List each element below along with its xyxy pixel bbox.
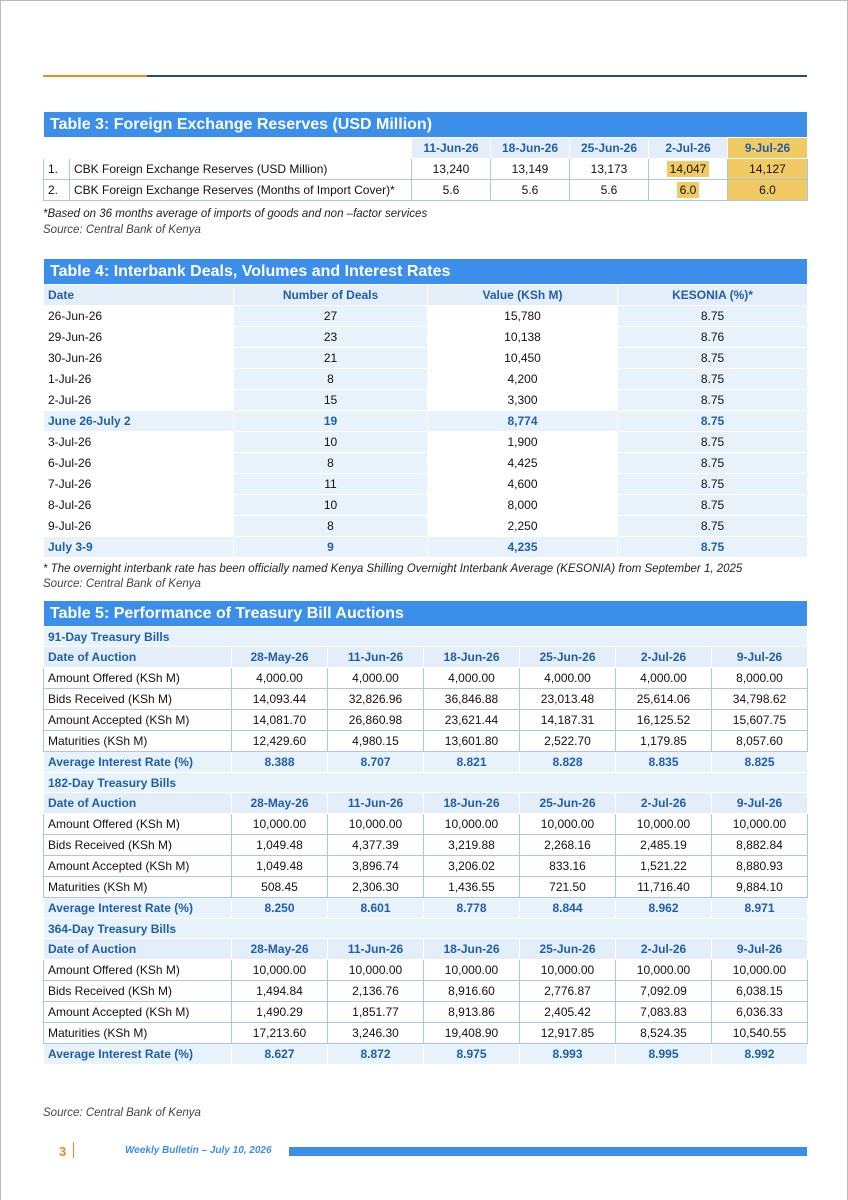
table3-value bbox=[649, 180, 728, 201]
table4-rate: 8.75 bbox=[618, 348, 808, 369]
table4-rate: 8.75 bbox=[618, 411, 808, 432]
table4-value: 4,600 bbox=[428, 474, 618, 495]
table5-value: 10,000.00 bbox=[232, 960, 328, 981]
table5-value: 8,880.93 bbox=[712, 856, 808, 877]
table5-column-header: 2-Jul-26 bbox=[616, 793, 712, 814]
table4-deals: 19 bbox=[234, 411, 428, 432]
table4-deals: 15 bbox=[234, 390, 428, 411]
table3-value: 13,149 bbox=[491, 159, 570, 180]
table5-row-label: Maturities (KSh M) bbox=[44, 1023, 232, 1044]
table4-date: 29-Jun-26 bbox=[44, 327, 234, 348]
table4-deals: 11 bbox=[234, 474, 428, 495]
table5-value: 12,917.85 bbox=[520, 1023, 616, 1044]
table4-value: 3,300 bbox=[428, 390, 618, 411]
table5-value: 1,436.55 bbox=[424, 877, 520, 898]
table4-row bbox=[44, 348, 808, 369]
table5-section-title: 182-Day Treasury Bills bbox=[44, 773, 808, 793]
table5-value: 36,846.88 bbox=[424, 689, 520, 710]
table4-deals: 21 bbox=[234, 348, 428, 369]
table4-rate: 8.75 bbox=[618, 306, 808, 327]
table5-value: 4,000.00 bbox=[424, 668, 520, 689]
table5-value: 10,000.00 bbox=[424, 814, 520, 835]
table5-row-label: Bids Received (KSh M) bbox=[44, 689, 232, 710]
table5-average-label: Average Interest Rate (%) bbox=[44, 752, 232, 773]
table4-rate: 8.75 bbox=[618, 537, 808, 558]
table3-row-number: 2. bbox=[44, 180, 70, 201]
table5-value: 26,860.98 bbox=[328, 710, 424, 731]
table5-average-value: 8.601 bbox=[328, 898, 424, 919]
table5-column-header: 11-Jun-26 bbox=[328, 793, 424, 814]
table4-date: June 26-July 2 bbox=[44, 411, 234, 432]
table4-date: 9-Jul-26 bbox=[44, 516, 234, 537]
table5-value: 6,038.15 bbox=[712, 981, 808, 1002]
table5-section-title: 91-Day Treasury Bills bbox=[44, 627, 808, 647]
table5-value: 10,000.00 bbox=[712, 814, 808, 835]
table5-row bbox=[44, 668, 808, 689]
table3-header-blank bbox=[70, 138, 412, 159]
table3-title: Table 3: Foreign Exchange Reserves (USD Million) bbox=[44, 112, 808, 138]
table5-average-value: 8.962 bbox=[616, 898, 712, 919]
table5-value: 10,540.55 bbox=[712, 1023, 808, 1044]
table5-section-row bbox=[44, 627, 808, 647]
table5-date-label: Date of Auction bbox=[44, 793, 232, 814]
table5-row-label: Maturities (KSh M) bbox=[44, 731, 232, 752]
table5-title-row bbox=[44, 601, 808, 627]
table4-rate: 8.75 bbox=[618, 369, 808, 390]
table4-row bbox=[44, 495, 808, 516]
table3-value: 5.6 bbox=[570, 180, 649, 201]
table4-row bbox=[44, 390, 808, 411]
table4-deals: 8 bbox=[234, 453, 428, 474]
table3-title-row bbox=[44, 112, 808, 138]
table5-row bbox=[44, 835, 808, 856]
table4-value: 10,138 bbox=[428, 327, 618, 348]
table3-column-header: 11-Jun-26 bbox=[412, 138, 491, 159]
table5-row bbox=[44, 877, 808, 898]
table5-value: 10,000.00 bbox=[328, 814, 424, 835]
table3-value: 6.0 bbox=[728, 180, 808, 201]
page-number: 3 bbox=[59, 1144, 67, 1159]
table5-value: 10,000.00 bbox=[520, 960, 616, 981]
table5-value: 19,408.90 bbox=[424, 1023, 520, 1044]
table3-row bbox=[44, 180, 808, 201]
table4-title-row bbox=[44, 259, 808, 285]
table3-source: Source: Central Bank of Kenya bbox=[43, 224, 201, 236]
table5-value: 1,179.85 bbox=[616, 731, 712, 752]
table4-rate: 8.75 bbox=[618, 390, 808, 411]
table5-average-value: 8.250 bbox=[232, 898, 328, 919]
table5-header-row bbox=[44, 793, 808, 814]
table3-value: 5.6 bbox=[491, 180, 570, 201]
table5-value: 6,036.33 bbox=[712, 1002, 808, 1023]
table5-value: 8,524.35 bbox=[616, 1023, 712, 1044]
table5-value: 2,136.76 bbox=[328, 981, 424, 1002]
table5-value: 1,494.84 bbox=[232, 981, 328, 1002]
table4-value: 1,900 bbox=[428, 432, 618, 453]
table4-date: 1-Jul-26 bbox=[44, 369, 234, 390]
table5-value: 10,000.00 bbox=[712, 960, 808, 981]
table3-value: 5.6 bbox=[412, 180, 491, 201]
table5-header-row bbox=[44, 647, 808, 668]
table4-deals: 10 bbox=[234, 432, 428, 453]
table3-footnote: *Based on 36 months average of imports of goods and non –factor services bbox=[43, 208, 428, 220]
header-rule bbox=[43, 75, 807, 77]
table5-value: 14,093.44 bbox=[232, 689, 328, 710]
table5-row bbox=[44, 1023, 808, 1044]
table5-value: 10,000.00 bbox=[232, 814, 328, 835]
table5-value: 3,219.88 bbox=[424, 835, 520, 856]
table5-column-header: 18-Jun-26 bbox=[424, 939, 520, 960]
table5-value: 2,485.19 bbox=[616, 835, 712, 856]
table5-average-value: 8.821 bbox=[424, 752, 520, 773]
table4-column-header: KESONIA (%)* bbox=[618, 285, 808, 306]
table5-section-row bbox=[44, 773, 808, 793]
table5-value: 4,000.00 bbox=[520, 668, 616, 689]
table5-value: 23,621.44 bbox=[424, 710, 520, 731]
table5-average-value: 8.388 bbox=[232, 752, 328, 773]
table5-value: 16,125.52 bbox=[616, 710, 712, 731]
table5-value: 7,092.09 bbox=[616, 981, 712, 1002]
table5-row-label: Bids Received (KSh M) bbox=[44, 835, 232, 856]
table5-value: 8,057.60 bbox=[712, 731, 808, 752]
table3-value bbox=[649, 159, 728, 180]
table5-value: 2,405.42 bbox=[520, 1002, 616, 1023]
table5-value: 2,306.30 bbox=[328, 877, 424, 898]
table5-column-header: 28-May-26 bbox=[232, 939, 328, 960]
table5-average-value: 8.844 bbox=[520, 898, 616, 919]
table4-rate: 8.75 bbox=[618, 516, 808, 537]
table5-value: 1,049.48 bbox=[232, 856, 328, 877]
table4-deals: 10 bbox=[234, 495, 428, 516]
table4-date: 30-Jun-26 bbox=[44, 348, 234, 369]
table4-rate: 8.75 bbox=[618, 432, 808, 453]
table5-value: 34,798.62 bbox=[712, 689, 808, 710]
table3-row-label: CBK Foreign Exchange Reserves (Months of Import Cover)* bbox=[70, 180, 412, 201]
table3-row bbox=[44, 159, 808, 180]
table3-highlight-value: 6.0 bbox=[677, 182, 700, 198]
footer-title: Weekly Bulletin – July 10, 2026 bbox=[125, 1145, 272, 1156]
table5-row bbox=[44, 1002, 808, 1023]
table4-value: 2,250 bbox=[428, 516, 618, 537]
table4-title: Table 4: Interbank Deals, Volumes and Interest Rates bbox=[44, 259, 808, 285]
table5-value: 8,882.84 bbox=[712, 835, 808, 856]
table5-header-row bbox=[44, 939, 808, 960]
table5-value: 10,000.00 bbox=[328, 960, 424, 981]
table4-row bbox=[44, 516, 808, 537]
table5-row bbox=[44, 981, 808, 1002]
table5-column-header: 9-Jul-26 bbox=[712, 939, 808, 960]
table5-source: Source: Central Bank of Kenya bbox=[43, 1107, 201, 1119]
table5-column-header: 25-Jun-26 bbox=[520, 939, 616, 960]
table5-value: 2,776.87 bbox=[520, 981, 616, 1002]
table4-row bbox=[44, 432, 808, 453]
table5-value: 13,601.80 bbox=[424, 731, 520, 752]
table4-summary-row bbox=[44, 537, 808, 558]
table5-value: 10,000.00 bbox=[616, 960, 712, 981]
table5-value: 4,000.00 bbox=[232, 668, 328, 689]
table5-column-header: 2-Jul-26 bbox=[616, 939, 712, 960]
table5-value: 25,614.06 bbox=[616, 689, 712, 710]
table3-row-number: 1. bbox=[44, 159, 70, 180]
table5-value: 3,206.02 bbox=[424, 856, 520, 877]
table4-deals: 8 bbox=[234, 516, 428, 537]
table5-average-value: 8.995 bbox=[616, 1044, 712, 1065]
table5-average-value: 8.992 bbox=[712, 1044, 808, 1065]
table5-date-label: Date of Auction bbox=[44, 647, 232, 668]
table4-row bbox=[44, 453, 808, 474]
table5-value: 17,213.60 bbox=[232, 1023, 328, 1044]
table4-date: 3-Jul-26 bbox=[44, 432, 234, 453]
table4-header-row bbox=[44, 285, 808, 306]
table5-value: 12,429.60 bbox=[232, 731, 328, 752]
table5-value: 2,268.16 bbox=[520, 835, 616, 856]
table5-column-header: 2-Jul-26 bbox=[616, 647, 712, 668]
table5-value: 14,187.31 bbox=[520, 710, 616, 731]
table5-row-label: Amount Accepted (KSh M) bbox=[44, 1002, 232, 1023]
table5-value: 7,083.83 bbox=[616, 1002, 712, 1023]
table4-value: 8,774 bbox=[428, 411, 618, 432]
table5-row-label: Bids Received (KSh M) bbox=[44, 981, 232, 1002]
table5-average-value: 8.835 bbox=[616, 752, 712, 773]
table-foreign-exchange-reserves bbox=[43, 111, 808, 201]
table4-column-header: Number of Deals bbox=[234, 285, 428, 306]
table4-date: July 3-9 bbox=[44, 537, 234, 558]
table3-value: 13,240 bbox=[412, 159, 491, 180]
table5-row-label: Amount Offered (KSh M) bbox=[44, 668, 232, 689]
table4-row bbox=[44, 474, 808, 495]
table4-source: Source: Central Bank of Kenya bbox=[43, 578, 201, 590]
table5-value: 10,000.00 bbox=[520, 814, 616, 835]
table4-date: 7-Jul-26 bbox=[44, 474, 234, 495]
footer-separator bbox=[73, 1142, 74, 1158]
table5-average-label: Average Interest Rate (%) bbox=[44, 898, 232, 919]
table4-deals: 23 bbox=[234, 327, 428, 348]
table5-row bbox=[44, 689, 808, 710]
table3-highlight-value: 14,047 bbox=[667, 161, 710, 177]
table5-column-header: 18-Jun-26 bbox=[424, 793, 520, 814]
table5-average-label: Average Interest Rate (%) bbox=[44, 1044, 232, 1065]
table3-value: 13,173 bbox=[570, 159, 649, 180]
table5-value: 32,826.96 bbox=[328, 689, 424, 710]
table5-average-row bbox=[44, 1044, 808, 1065]
table5-value: 3,896.74 bbox=[328, 856, 424, 877]
table5-average-row bbox=[44, 752, 808, 773]
table-interbank-deals bbox=[43, 258, 808, 558]
table5-average-row bbox=[44, 898, 808, 919]
table3-header-blank bbox=[44, 138, 70, 159]
table4-value: 10,450 bbox=[428, 348, 618, 369]
table5-column-header: 18-Jun-26 bbox=[424, 647, 520, 668]
table5-value: 4,000.00 bbox=[616, 668, 712, 689]
table5-row-label: Amount Accepted (KSh M) bbox=[44, 710, 232, 731]
table5-row-label: Amount Offered (KSh M) bbox=[44, 814, 232, 835]
table3-column-header: 25-Jun-26 bbox=[570, 138, 649, 159]
table5-row-label: Amount Offered (KSh M) bbox=[44, 960, 232, 981]
table5-value: 721.50 bbox=[520, 877, 616, 898]
table5-value: 23,013.48 bbox=[520, 689, 616, 710]
table4-value: 4,425 bbox=[428, 453, 618, 474]
table5-value: 14,081.70 bbox=[232, 710, 328, 731]
table4-footnote: * The overnight interbank rate has been officially named Kenya Shilling Overnight Interbank Average (KESONIA) from September 1, 2025 bbox=[43, 563, 743, 575]
table5-average-value: 8.627 bbox=[232, 1044, 328, 1065]
table5-average-value: 8.707 bbox=[328, 752, 424, 773]
table3-value: 14,127 bbox=[728, 159, 808, 180]
table5-column-header: 28-May-26 bbox=[232, 793, 328, 814]
table4-column-header: Date bbox=[44, 285, 234, 306]
table5-row bbox=[44, 731, 808, 752]
table5-average-value: 8.975 bbox=[424, 1044, 520, 1065]
table5-column-header: 11-Jun-26 bbox=[328, 939, 424, 960]
table4-date: 8-Jul-26 bbox=[44, 495, 234, 516]
table4-value: 4,235 bbox=[428, 537, 618, 558]
table5-average-value: 8.825 bbox=[712, 752, 808, 773]
table5-value: 508.45 bbox=[232, 877, 328, 898]
header-rule-accent bbox=[43, 75, 147, 77]
table4-date: 6-Jul-26 bbox=[44, 453, 234, 474]
table3-column-header: 18-Jun-26 bbox=[491, 138, 570, 159]
table4-rate: 8.75 bbox=[618, 474, 808, 495]
table5-date-label: Date of Auction bbox=[44, 939, 232, 960]
table4-row bbox=[44, 327, 808, 348]
table5-value: 8,916.60 bbox=[424, 981, 520, 1002]
table4-deals: 8 bbox=[234, 369, 428, 390]
table5-value: 11,716.40 bbox=[616, 877, 712, 898]
table4-value: 15,780 bbox=[428, 306, 618, 327]
table4-date: 2-Jul-26 bbox=[44, 390, 234, 411]
table5-average-value: 8.971 bbox=[712, 898, 808, 919]
table4-rate: 8.76 bbox=[618, 327, 808, 348]
table5-value: 1,521.22 bbox=[616, 856, 712, 877]
table-treasury-bill-auctions bbox=[43, 600, 808, 1065]
table4-deals: 9 bbox=[234, 537, 428, 558]
table5-value: 10,000.00 bbox=[424, 960, 520, 981]
table5-value: 1,851.77 bbox=[328, 1002, 424, 1023]
table4-value: 4,200 bbox=[428, 369, 618, 390]
table5-average-value: 8.828 bbox=[520, 752, 616, 773]
table4-date: 26-Jun-26 bbox=[44, 306, 234, 327]
table4-summary-row bbox=[44, 411, 808, 432]
table5-row bbox=[44, 856, 808, 877]
table5-value: 8,000.00 bbox=[712, 668, 808, 689]
table5-value: 15,607.75 bbox=[712, 710, 808, 731]
table5-section-title: 364-Day Treasury Bills bbox=[44, 919, 808, 939]
table5-value: 2,522.70 bbox=[520, 731, 616, 752]
table5-value: 1,490.29 bbox=[232, 1002, 328, 1023]
table4-rate: 8.75 bbox=[618, 495, 808, 516]
table3-column-header: 2-Jul-26 bbox=[649, 138, 728, 159]
table4-column-header: Value (KSh M) bbox=[428, 285, 618, 306]
table5-value: 8,913.86 bbox=[424, 1002, 520, 1023]
table5-row bbox=[44, 960, 808, 981]
table5-column-header: 11-Jun-26 bbox=[328, 647, 424, 668]
table5-row bbox=[44, 814, 808, 835]
table4-row bbox=[44, 369, 808, 390]
table5-column-header: 9-Jul-26 bbox=[712, 793, 808, 814]
table5-value: 4,377.39 bbox=[328, 835, 424, 856]
table5-column-header: 25-Jun-26 bbox=[520, 793, 616, 814]
table5-row-label: Amount Accepted (KSh M) bbox=[44, 856, 232, 877]
table3-column-header: 9-Jul-26 bbox=[728, 138, 808, 159]
table5-value: 9,884.10 bbox=[712, 877, 808, 898]
table3-row-label: CBK Foreign Exchange Reserves (USD Million) bbox=[70, 159, 412, 180]
table3-header-row bbox=[44, 138, 808, 159]
table4-row bbox=[44, 306, 808, 327]
table5-column-header: 9-Jul-26 bbox=[712, 647, 808, 668]
table5-value: 3,246.30 bbox=[328, 1023, 424, 1044]
table4-rate: 8.75 bbox=[618, 453, 808, 474]
table5-section-row bbox=[44, 919, 808, 939]
table5-row bbox=[44, 710, 808, 731]
table5-column-header: 25-Jun-26 bbox=[520, 647, 616, 668]
table5-average-value: 8.778 bbox=[424, 898, 520, 919]
table4-deals: 27 bbox=[234, 306, 428, 327]
table5-value: 4,000.00 bbox=[328, 668, 424, 689]
table5-value: 1,049.48 bbox=[232, 835, 328, 856]
table4-value: 8,000 bbox=[428, 495, 618, 516]
table5-value: 10,000.00 bbox=[616, 814, 712, 835]
table5-value: 4,980.15 bbox=[328, 731, 424, 752]
table5-value: 833.16 bbox=[520, 856, 616, 877]
table5-title: Table 5: Performance of Treasury Bill Auctions bbox=[44, 601, 808, 627]
table5-column-header: 28-May-26 bbox=[232, 647, 328, 668]
table5-average-value: 8.872 bbox=[328, 1044, 424, 1065]
footer-bar bbox=[289, 1147, 807, 1156]
table5-row-label: Maturities (KSh M) bbox=[44, 877, 232, 898]
table5-average-value: 8.993 bbox=[520, 1044, 616, 1065]
